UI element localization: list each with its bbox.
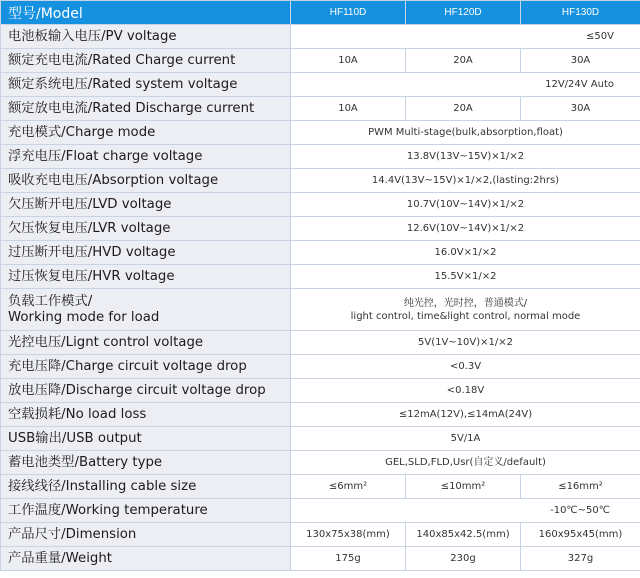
row-label: 空载损耗/No load loss: [1, 403, 291, 427]
value-hf130d: ≤16mm²: [521, 475, 640, 499]
row-value: 13.8V(13V~15V)×1/×2: [291, 145, 640, 169]
row-float-charge-voltage: [1, 145, 640, 169]
value-hf120d: 230g: [406, 547, 521, 571]
row-value: 14.4V(13V~15V)×1/×2,(lasting:2hrs): [291, 169, 640, 193]
value-hf110d: 130x75x38(mm): [291, 523, 406, 547]
row-label-line-2: Working mode for load: [8, 309, 160, 325]
row-working-temperature: [1, 499, 640, 523]
value-hf110d: 10A: [291, 49, 406, 73]
header-model-label: 型号/Model: [1, 1, 291, 25]
row-value: GEL,SLD,FLD,Usr(自定义/default): [291, 451, 640, 475]
row-label: USB输出/USB output: [1, 427, 291, 451]
row-label: 放电压降/Discharge circuit voltage drop: [1, 379, 291, 403]
row-value-line-2: light control, time&light control, normal mode: [350, 310, 581, 322]
header-model-hf110d: HF110D: [291, 1, 406, 25]
header-model-hf130d: HF130D: [521, 1, 640, 25]
row-label: 欠压恢复电压/LVR voltage: [1, 217, 291, 241]
row-lvr-voltage: [1, 217, 640, 241]
row-value: 16.0V×1/×2: [291, 241, 640, 265]
row-label: 光控电压/Lignt control voltage: [1, 331, 291, 355]
row-value: ≤50V: [291, 25, 640, 49]
value-hf130d: 160x95x45(mm): [521, 523, 640, 547]
value-hf120d: ≤10mm²: [406, 475, 521, 499]
row-usb-output: [1, 427, 640, 451]
row-label: 过压断开电压/HVD voltage: [1, 241, 291, 265]
row-label: 充电模式/Charge mode: [1, 121, 291, 145]
row-dimension: [1, 523, 640, 547]
row-label-line-1: 负载工作模式/: [8, 293, 93, 309]
row-battery-type: [1, 451, 640, 475]
row-label: 产品尺寸/Dimension: [1, 523, 291, 547]
row-label: 额定充电电流/Rated Charge current: [1, 49, 291, 73]
row-value: 10.7V(10V~14V)×1/×2: [291, 193, 640, 217]
row-hvd-voltage: [1, 241, 640, 265]
row-value: 5V/1A: [291, 427, 640, 451]
value-hf130d: 30A: [521, 97, 640, 121]
value-hf120d: 20A: [406, 49, 521, 73]
row-value: 12V/24V Auto: [291, 73, 640, 97]
header-model-hf120d: HF120D: [406, 1, 521, 25]
row-weight: [1, 547, 640, 571]
row-value: -10℃~50℃: [291, 499, 640, 523]
row-label: 额定系统电压/Rated system voltage: [1, 73, 291, 97]
row-value: 12.6V(10V~14V)×1/×2: [291, 217, 640, 241]
row-charge-mode: [1, 121, 640, 145]
row-label: 电池板输入电压/PV voltage: [1, 25, 291, 49]
row-value: 5V(1V~10V)×1/×2: [291, 331, 640, 355]
row-working-mode: [1, 289, 640, 331]
row-discharge-circuit-drop: [1, 379, 640, 403]
row-installing-cable-size: [1, 475, 640, 499]
value-hf110d: 10A: [291, 97, 406, 121]
row-value-line-1: 纯光控，光时控，普通模式/: [403, 297, 528, 309]
row-value: [291, 289, 640, 331]
row-label: 额定放电电流/Rated Discharge current: [1, 97, 291, 121]
row-pv-voltage: [1, 25, 640, 49]
row-value: 15.5V×1/×2: [291, 265, 640, 289]
row-label: 工作温度/Working temperature: [1, 499, 291, 523]
row-label: 产品重量/Weight: [1, 547, 291, 571]
row-label: 充电压降/Charge circuit voltage drop: [1, 355, 291, 379]
row-rated-charge-current: [1, 49, 640, 73]
value-hf110d: 175g: [291, 547, 406, 571]
row-value: PWM Multi-stage(bulk,absorption,float): [291, 121, 640, 145]
row-value: ≤12mA(12V),≤14mA(24V): [291, 403, 640, 427]
row-hvr-voltage: [1, 265, 640, 289]
row-lvd-voltage: [1, 193, 640, 217]
row-rated-discharge-current: [1, 97, 640, 121]
value-hf120d: 20A: [406, 97, 521, 121]
row-label: [1, 289, 291, 331]
row-charge-circuit-drop: [1, 355, 640, 379]
row-absorption-voltage: [1, 169, 640, 193]
header-row: [1, 1, 640, 25]
value-hf120d: 140x85x42.5(mm): [406, 523, 521, 547]
value-hf130d: 30A: [521, 49, 640, 73]
row-label: 接线线径/Installing cable size: [1, 475, 291, 499]
row-light-control-voltage: [1, 331, 640, 355]
row-label: 过压恢复电压/HVR voltage: [1, 265, 291, 289]
row-label: 吸收充电电压/Absorption voltage: [1, 169, 291, 193]
value-hf130d: 327g: [521, 547, 640, 571]
row-no-load-loss: [1, 403, 640, 427]
row-value: <0.3V: [291, 355, 640, 379]
row-rated-system-voltage: [1, 73, 640, 97]
row-label: 浮充电压/Float charge voltage: [1, 145, 291, 169]
value-hf110d: ≤6mm²: [291, 475, 406, 499]
row-value: <0.18V: [291, 379, 640, 403]
row-label: 蓄电池类型/Battery type: [1, 451, 291, 475]
row-label: 欠压断开电压/LVD voltage: [1, 193, 291, 217]
